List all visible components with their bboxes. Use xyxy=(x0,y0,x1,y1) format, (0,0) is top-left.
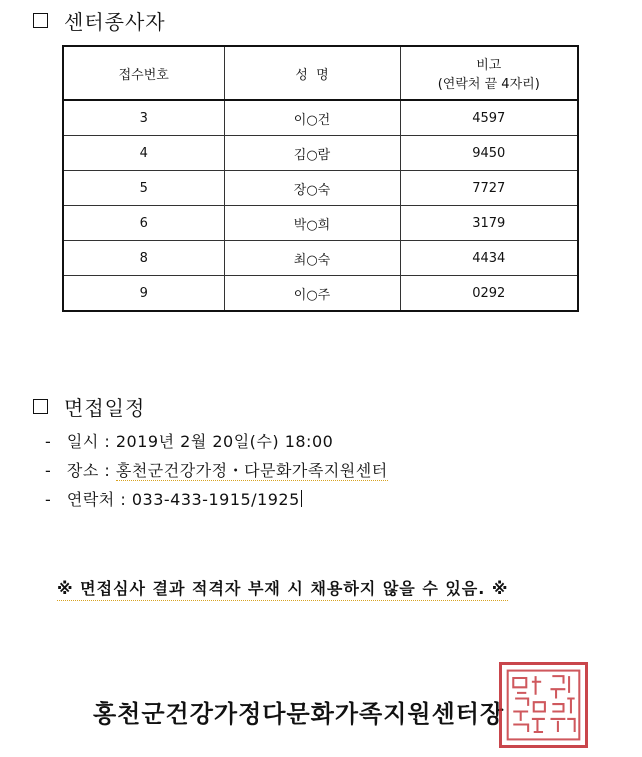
staff-table xyxy=(62,45,579,312)
table-row xyxy=(63,241,578,276)
cell-name: 장○숙 xyxy=(224,171,400,206)
interview-section-title: 면접일정 xyxy=(64,396,146,420)
cell-number: 4 xyxy=(63,136,224,171)
header-remark-sub: (연락처 끝 4자리) xyxy=(437,77,540,92)
header-remark xyxy=(400,46,578,100)
item-label: 장소 xyxy=(66,461,99,480)
cell-name: 최○숙 xyxy=(224,241,400,276)
schedule-item-contact xyxy=(45,487,302,510)
header-number: 접수번호 xyxy=(63,46,224,100)
checkbox-square-icon xyxy=(33,399,48,414)
table-row xyxy=(63,136,578,171)
cell-remark: 9450 xyxy=(400,136,578,171)
schedule-item-datetime xyxy=(45,429,333,452)
table-row xyxy=(63,171,578,206)
item-value: 2019년 2월 20일(수) 18:00 xyxy=(115,432,334,451)
cell-number: 9 xyxy=(63,276,224,312)
signer-name: 홍천군건강가정다문화가족지원센터장 xyxy=(93,700,505,728)
cell-name: 박○희 xyxy=(224,206,400,241)
cell-remark: 4434 xyxy=(400,241,578,276)
item-value: 홍천군건강가정・다문화가족지원센터 xyxy=(115,461,388,480)
cell-number: 6 xyxy=(63,206,224,241)
table-row xyxy=(63,206,578,241)
table-header-row xyxy=(63,46,578,100)
cell-name: 김○람 xyxy=(224,136,400,171)
header-remark-title: 비고 xyxy=(476,58,502,73)
cell-name: 이○주 xyxy=(224,276,400,312)
text-cursor xyxy=(301,490,303,507)
cell-number: 8 xyxy=(63,241,224,276)
cell-remark: 3179 xyxy=(400,206,578,241)
official-seal-icon xyxy=(499,662,588,748)
list-dash: - xyxy=(45,461,52,480)
staff-section-title: 센터종사자 xyxy=(64,10,166,34)
notice-text: ※ 면접심사 결과 적격자 부재 시 채용하지 않을 수 있음. ※ xyxy=(57,576,508,601)
list-dash: - xyxy=(45,432,52,451)
checkbox-square-icon xyxy=(33,13,48,28)
cell-remark: 7727 xyxy=(400,171,578,206)
cell-number: 3 xyxy=(63,100,224,136)
item-separator: : xyxy=(120,490,127,509)
list-dash: - xyxy=(45,490,52,509)
cell-name: 이○건 xyxy=(224,100,400,136)
table-row xyxy=(63,276,578,312)
cell-remark: 4597 xyxy=(400,100,578,136)
cell-number: 5 xyxy=(63,171,224,206)
item-value: 033-433-1915/1925 xyxy=(131,490,300,509)
schedule-item-place xyxy=(45,458,388,481)
item-separator: : xyxy=(104,432,111,451)
interview-section-heading xyxy=(33,392,145,421)
cell-remark: 0292 xyxy=(400,276,578,312)
item-label: 일시 xyxy=(66,432,99,451)
header-name: 성 명 xyxy=(224,46,400,100)
table-row xyxy=(63,100,578,136)
item-label: 연락처 xyxy=(66,490,115,509)
item-separator: : xyxy=(104,461,111,480)
staff-section-heading xyxy=(33,6,166,35)
